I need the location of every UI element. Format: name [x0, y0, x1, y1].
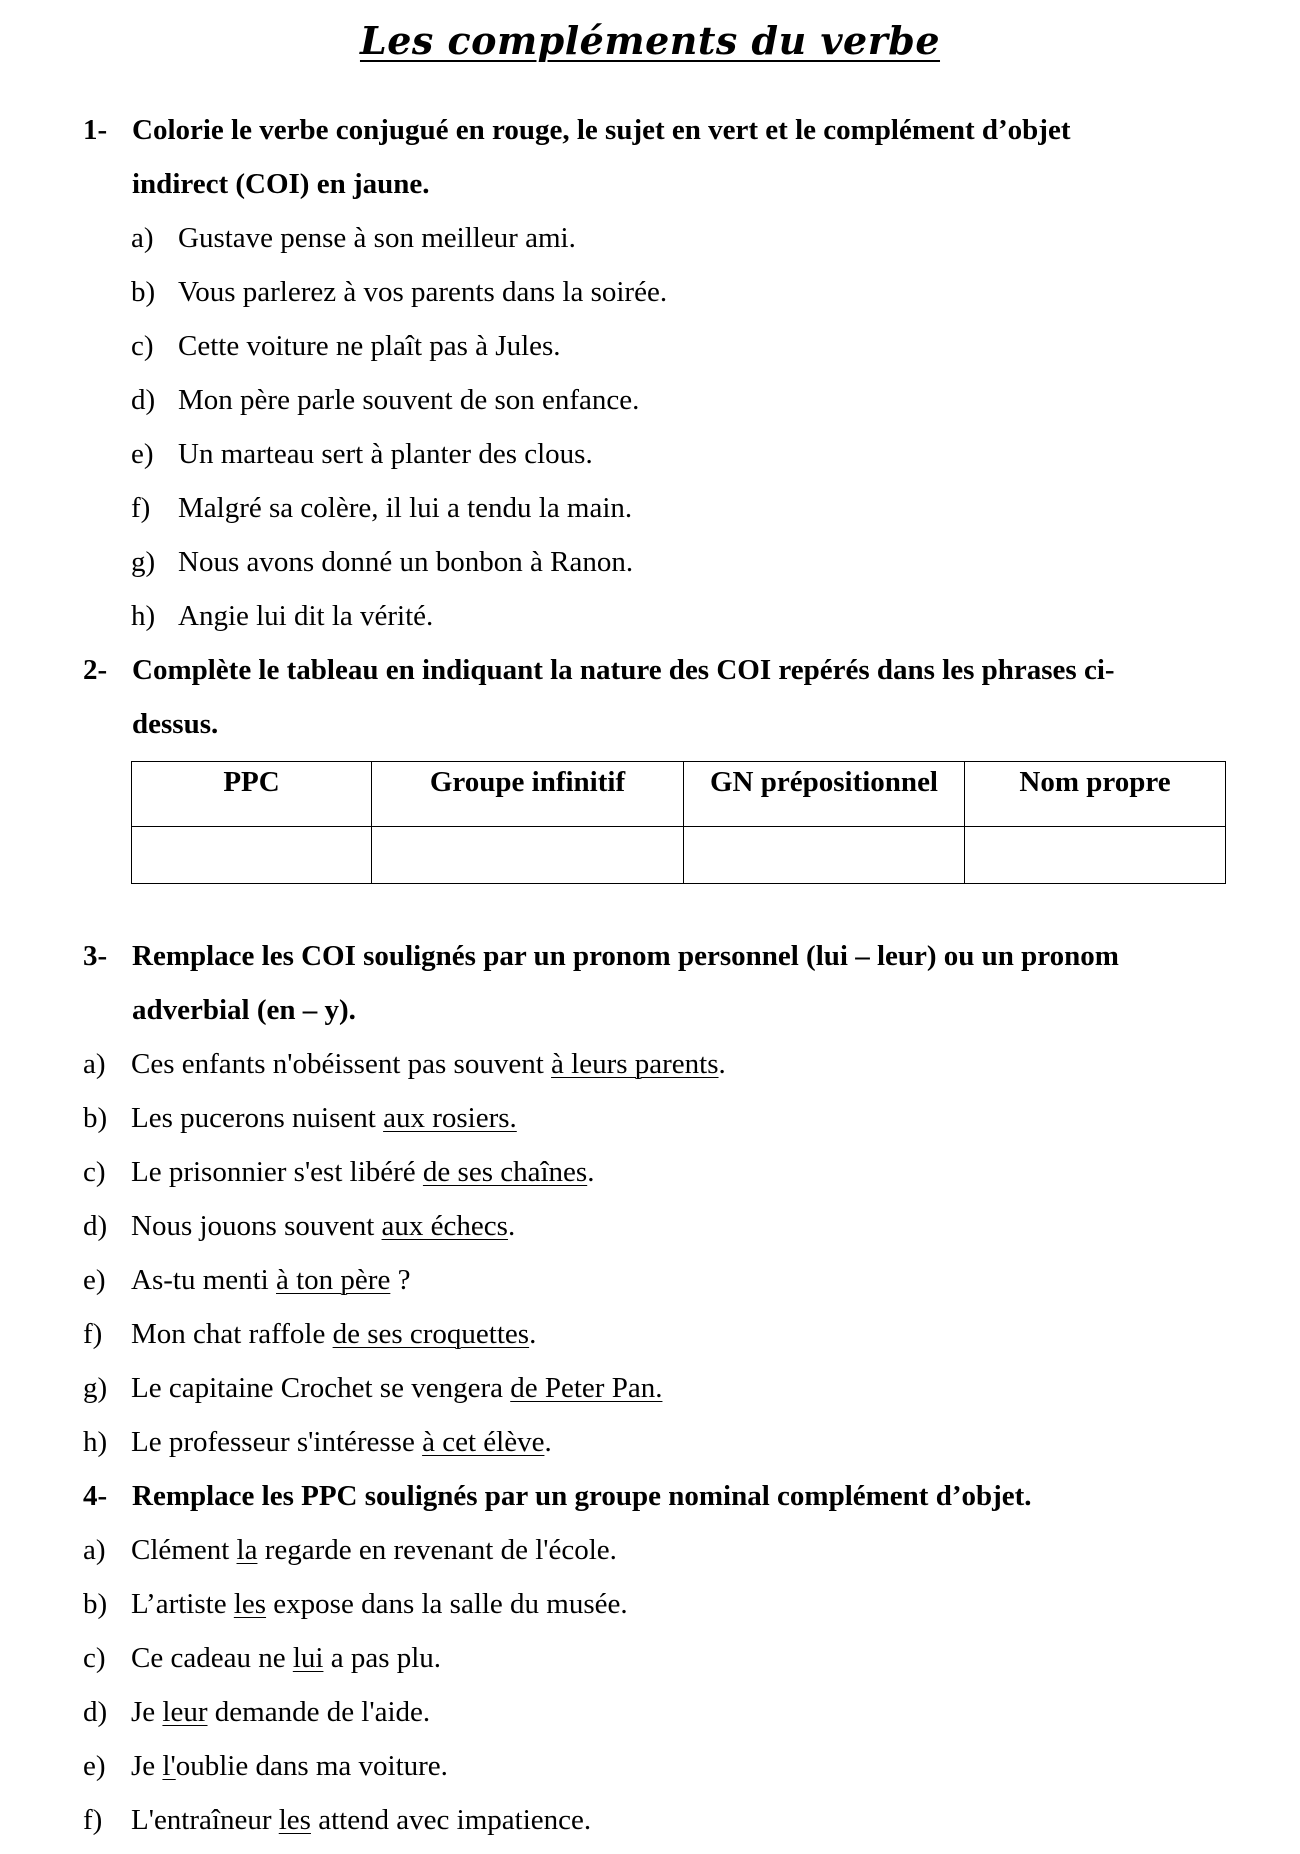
underlined-coi: de Peter Pan.	[510, 1372, 663, 1404]
underlined-coi: de ses croquettes	[332, 1318, 530, 1350]
underlined-ppc: les	[278, 1804, 311, 1836]
sentence-start: Le prisonnier s'est libéré	[131, 1156, 423, 1188]
underlined-coi: aux échecs	[381, 1210, 508, 1242]
sentence-start: Le professeur s'intéresse	[131, 1426, 423, 1458]
page-title-container	[0, 18, 1300, 63]
item-label: g)	[131, 546, 156, 578]
table-header-row	[132, 762, 1226, 827]
exercise-number: 3-	[83, 940, 108, 972]
item-text	[131, 1316, 536, 1352]
item-label: h)	[83, 1426, 108, 1458]
item-label: g)	[83, 1372, 108, 1404]
sentence-end: .	[544, 1426, 552, 1458]
item-text	[131, 1370, 662, 1406]
underlined-ppc: la	[236, 1534, 258, 1566]
coi-nature-table	[131, 761, 1226, 884]
item-label: d)	[83, 1210, 108, 1242]
item-text	[131, 1424, 552, 1460]
item-label: a)	[83, 1534, 106, 1566]
item-text: Nous avons donné un bonbon à Ranon.	[178, 546, 634, 578]
item-label: f)	[131, 492, 151, 524]
underlined-ppc: l'	[162, 1750, 176, 1782]
sentence-start: Je	[131, 1750, 163, 1782]
exercise-instruction: Remplace les PPC soulignés par un groupe nominal complément d’objet.	[132, 1480, 1032, 1512]
table-cell-nom-propre[interactable]	[965, 827, 1226, 884]
underlined-ppc: leur	[162, 1696, 208, 1728]
sentence-end: expose dans la salle du musée.	[266, 1588, 628, 1620]
table-header-gn-prepositionnel: GN prépositionnel	[684, 762, 965, 827]
sentence-end: attend avec impatience.	[310, 1804, 592, 1836]
table-row	[132, 827, 1226, 884]
underlined-coi: à ton père	[276, 1264, 391, 1296]
item-text	[131, 1802, 591, 1838]
sentence-start: Ce cadeau ne	[131, 1642, 293, 1674]
table-cell-gn-prepositionnel[interactable]	[684, 827, 965, 884]
table-cell-groupe-infinitif[interactable]	[372, 827, 684, 884]
item-text	[131, 1046, 726, 1082]
sentence-start: As-tu menti	[131, 1264, 276, 1296]
item-text	[131, 1262, 410, 1298]
item-text: Vous parlerez à vos parents dans la soirée.	[178, 276, 668, 308]
sentence-end: .	[718, 1048, 726, 1080]
exercise-instruction: Complète le tableau en indiquant la nature des COI repérés dans les phrases ci-	[132, 654, 1115, 686]
item-text: Mon père parle souvent de son enfance.	[178, 384, 640, 416]
underlined-coi: à cet élève	[422, 1426, 545, 1458]
exercise-number: 1-	[83, 114, 108, 146]
sentence-end: a pas plu.	[323, 1642, 442, 1674]
sentence-end: .	[529, 1318, 537, 1350]
sentence-end: demande de l'aide.	[207, 1696, 431, 1728]
exercise-number: 2-	[83, 654, 108, 686]
sentence-start: Le capitaine Crochet se vengera	[131, 1372, 511, 1404]
item-text: Malgré sa colère, il lui a tendu la main.	[178, 492, 633, 524]
sentence-start: L'entraîneur	[131, 1804, 279, 1836]
sentence-start: Mon chat raffole	[131, 1318, 333, 1350]
item-label: h)	[131, 600, 156, 632]
sentence-start: L’artiste	[131, 1588, 234, 1620]
item-label: a)	[83, 1048, 106, 1080]
item-label: d)	[83, 1696, 108, 1728]
sentence-end: ?	[390, 1264, 411, 1296]
sentence-end: regarde en revenant de l'école.	[257, 1534, 617, 1566]
table-header-nom-propre: Nom propre	[965, 762, 1226, 827]
item-text	[131, 1100, 517, 1136]
item-label: c)	[83, 1156, 106, 1188]
item-text	[131, 1748, 448, 1784]
item-label: d)	[131, 384, 156, 416]
sentence-start: Ces enfants n'obéissent pas souvent	[131, 1048, 552, 1080]
item-label: c)	[131, 330, 154, 362]
sentence-end: .	[587, 1156, 595, 1188]
underlined-coi: de ses chaînes	[422, 1156, 588, 1188]
item-text	[131, 1208, 515, 1244]
exercise-number: 4-	[83, 1480, 108, 1512]
item-label: a)	[131, 222, 154, 254]
item-text	[131, 1640, 441, 1676]
table-header-groupe-infinitif: Groupe infinitif	[372, 762, 684, 827]
item-label: f)	[83, 1318, 103, 1350]
item-label: c)	[83, 1642, 106, 1674]
item-label: b)	[131, 276, 156, 308]
underlined-coi: aux rosiers.	[383, 1102, 517, 1134]
item-label: e)	[131, 438, 154, 470]
item-text: Angie lui dit la vérité.	[178, 600, 434, 632]
underlined-coi: à leurs parents	[551, 1048, 719, 1080]
item-text	[131, 1532, 617, 1568]
exercise-instruction-cont: adverbial (en – y).	[132, 994, 356, 1026]
sentence-end: .	[507, 1210, 516, 1242]
item-label: f)	[83, 1804, 103, 1836]
table-cell-ppc[interactable]	[132, 827, 372, 884]
item-text	[131, 1586, 628, 1622]
item-label: e)	[83, 1264, 106, 1296]
item-label: b)	[83, 1102, 108, 1134]
sentence-start: Je	[131, 1696, 163, 1728]
exercise-instruction-cont: dessus.	[132, 708, 219, 740]
item-label: e)	[83, 1750, 106, 1782]
item-text: Gustave pense à son meilleur ami.	[178, 222, 576, 254]
sentence-end: oublie dans ma voiture.	[175, 1750, 448, 1782]
sentence-start: Clément	[131, 1534, 237, 1566]
exercise-instruction-cont: indirect (COI) en jaune.	[132, 168, 430, 200]
table-header-ppc: PPC	[132, 762, 372, 827]
underlined-ppc: les	[233, 1588, 267, 1620]
item-text	[131, 1694, 430, 1730]
exercise-instruction: Colorie le verbe conjugué en rouge, le sujet en vert et le complément d’objet	[132, 114, 1071, 146]
exercise-instruction: Remplace les COI soulignés par un pronom personnel (lui – leur) ou un pronom	[132, 940, 1119, 972]
sentence-start: Nous jouons souvent	[131, 1210, 382, 1242]
item-label: b)	[83, 1588, 108, 1620]
underlined-ppc: lui	[292, 1642, 324, 1674]
page-title: Les compléments du verbe	[359, 18, 941, 63]
item-text: Un marteau sert à planter des clous.	[178, 438, 593, 470]
sentence-start: Les pucerons nuisent	[131, 1102, 384, 1134]
item-text: Cette voiture ne plaît pas à Jules.	[178, 330, 561, 362]
item-text	[131, 1154, 594, 1190]
